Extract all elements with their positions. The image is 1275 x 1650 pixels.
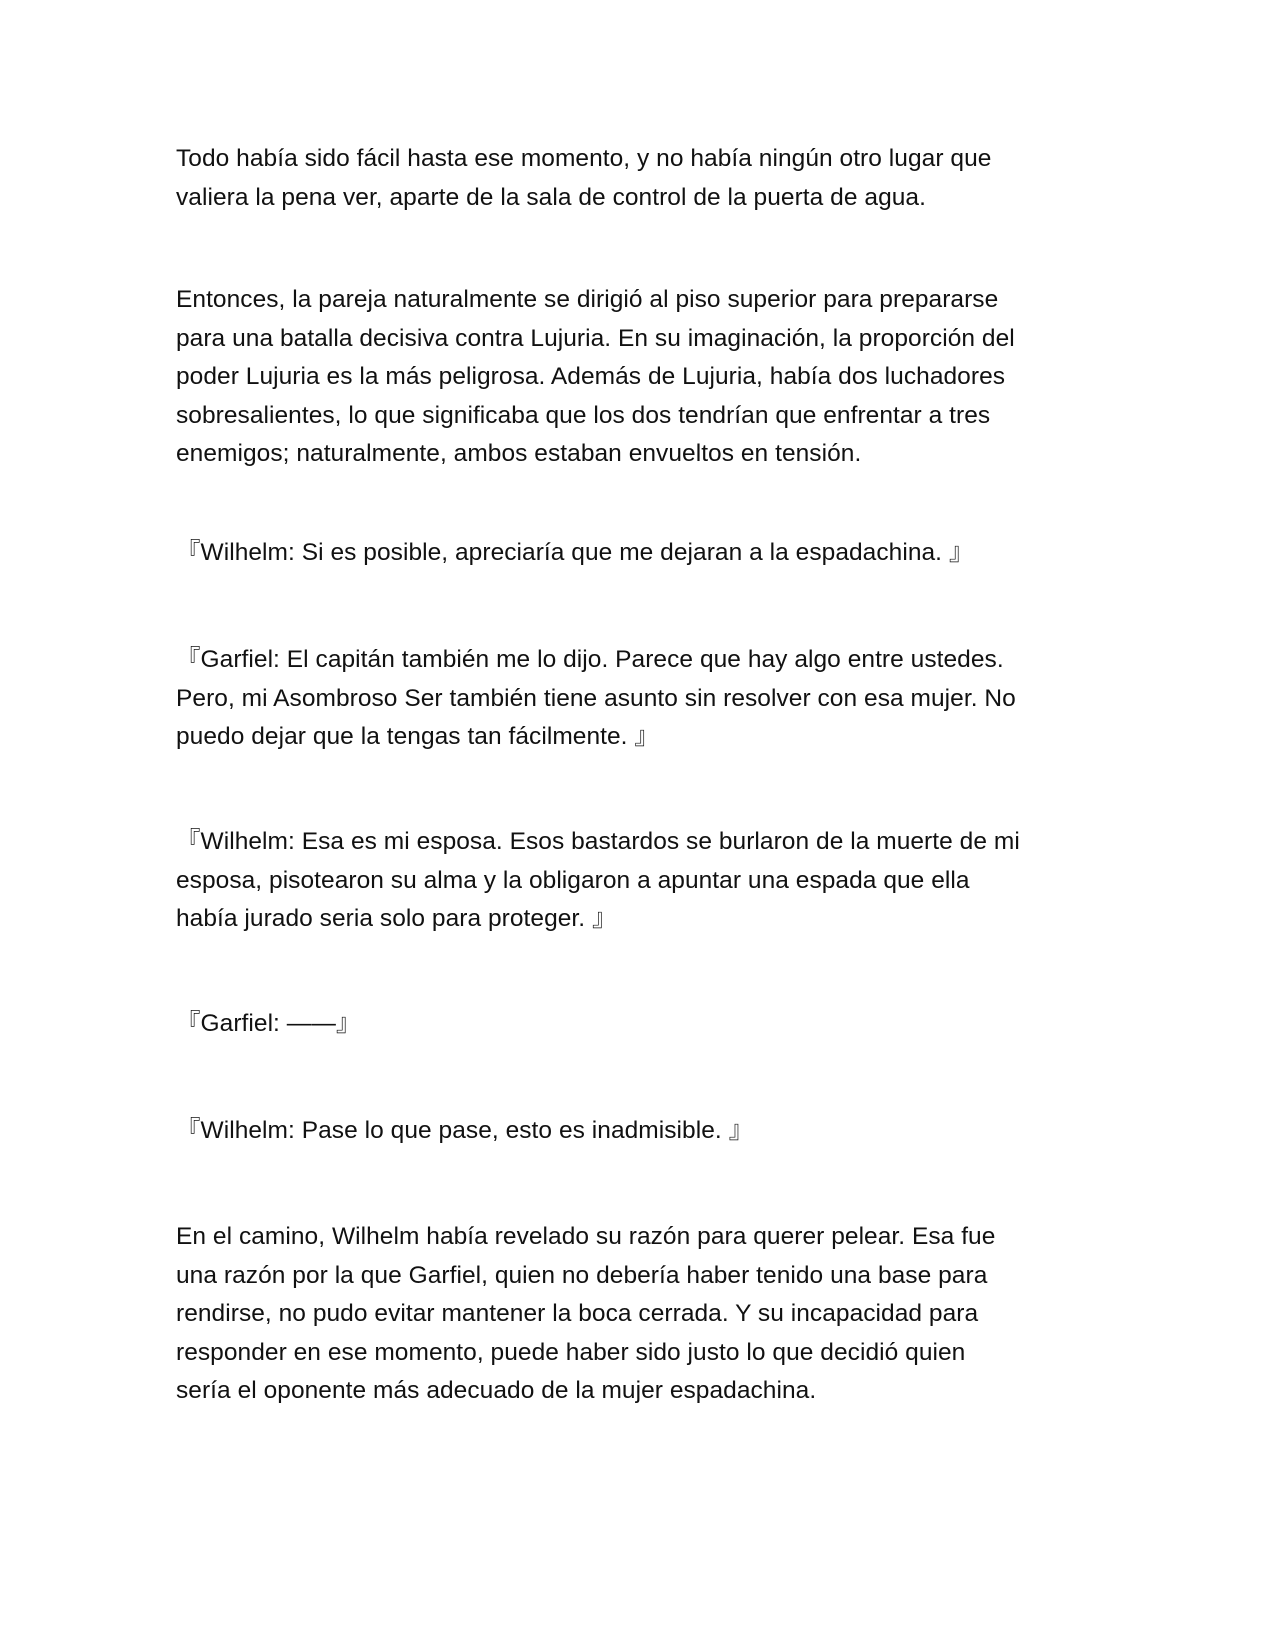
paragraph-1 (176, 140, 1096, 217)
text-line: valiera la pena ver, aparte de la sala de control de la puerta de agua. (176, 183, 926, 211)
paragraph-4-dialogue (176, 641, 1096, 757)
text-line: 『Wilhelm: Pase lo que pase, esto es inadmisible. 』 (176, 1117, 754, 1144)
document-page (176, 0, 1096, 1650)
text-line: esposa, pisotearon su alma y la obligaron a apuntar una espada que ella (176, 866, 970, 894)
text-line: responder en ese momento, puede haber sido justo lo que decidió quien (176, 1338, 966, 1366)
text-line: 『Wilhelm: Si es posible, apreciaría que me dejaran a la espadachina. 』 (176, 539, 974, 566)
text-line: 『Garfiel: ——』 (176, 1010, 361, 1037)
text-line: 『Garfiel: El capitán también me lo dijo. Parece que hay algo entre ustedes. (176, 646, 1004, 673)
text-line: 『Wilhelm: Esa es mi esposa. Esos bastardos se burlaron de la muerte de mi (176, 828, 1020, 855)
text-line: enemigos; naturalmente, ambos estaban envueltos en tensión. (176, 440, 862, 467)
text-line: rendirse, no pudo evitar mantener la boca cerrada. Y su incapacidad para (176, 1300, 979, 1327)
paragraph-3-dialogue (176, 534, 1096, 573)
paragraph-8 (176, 1218, 1096, 1411)
text-line: poder Lujuria es la más peligrosa. Además de Lujuria, había dos luchadores (176, 363, 1006, 390)
text-line: sería el oponente más adecuado de la mujer espadachina. (176, 1377, 817, 1404)
text-line: sobresalientes, lo que significaba que los dos tendrían que enfrentar a tres (176, 401, 991, 429)
text-line: Entonces, la pareja naturalmente se dirigió al piso superior para prepararse (176, 286, 999, 313)
text-line: Todo había sido fácil hasta ese momento, y no había ningún otro lugar que (176, 145, 992, 172)
text-line: En el camino, Wilhelm había revelado su razón para querer pelear. Esa fue (176, 1223, 996, 1250)
text-line: puedo dejar que la tengas tan fácilmente. 』 (176, 723, 659, 750)
paragraph-7-dialogue (176, 1112, 1096, 1151)
paragraph-2 (176, 281, 1096, 474)
paragraph-5-dialogue (176, 823, 1096, 939)
text-line: una razón por la que Garfiel, quien no debería haber tenido una base para (176, 1261, 988, 1289)
text-line: había jurado seria solo para proteger. 』 (176, 905, 617, 932)
text-line: Pero, mi Asombroso Ser también tiene asunto sin resolver con esa mujer. No (176, 684, 1016, 712)
paragraph-6-dialogue (176, 1005, 1096, 1044)
text-line: para una batalla decisiva contra Lujuria. En su imaginación, la proporción del (176, 324, 1015, 352)
